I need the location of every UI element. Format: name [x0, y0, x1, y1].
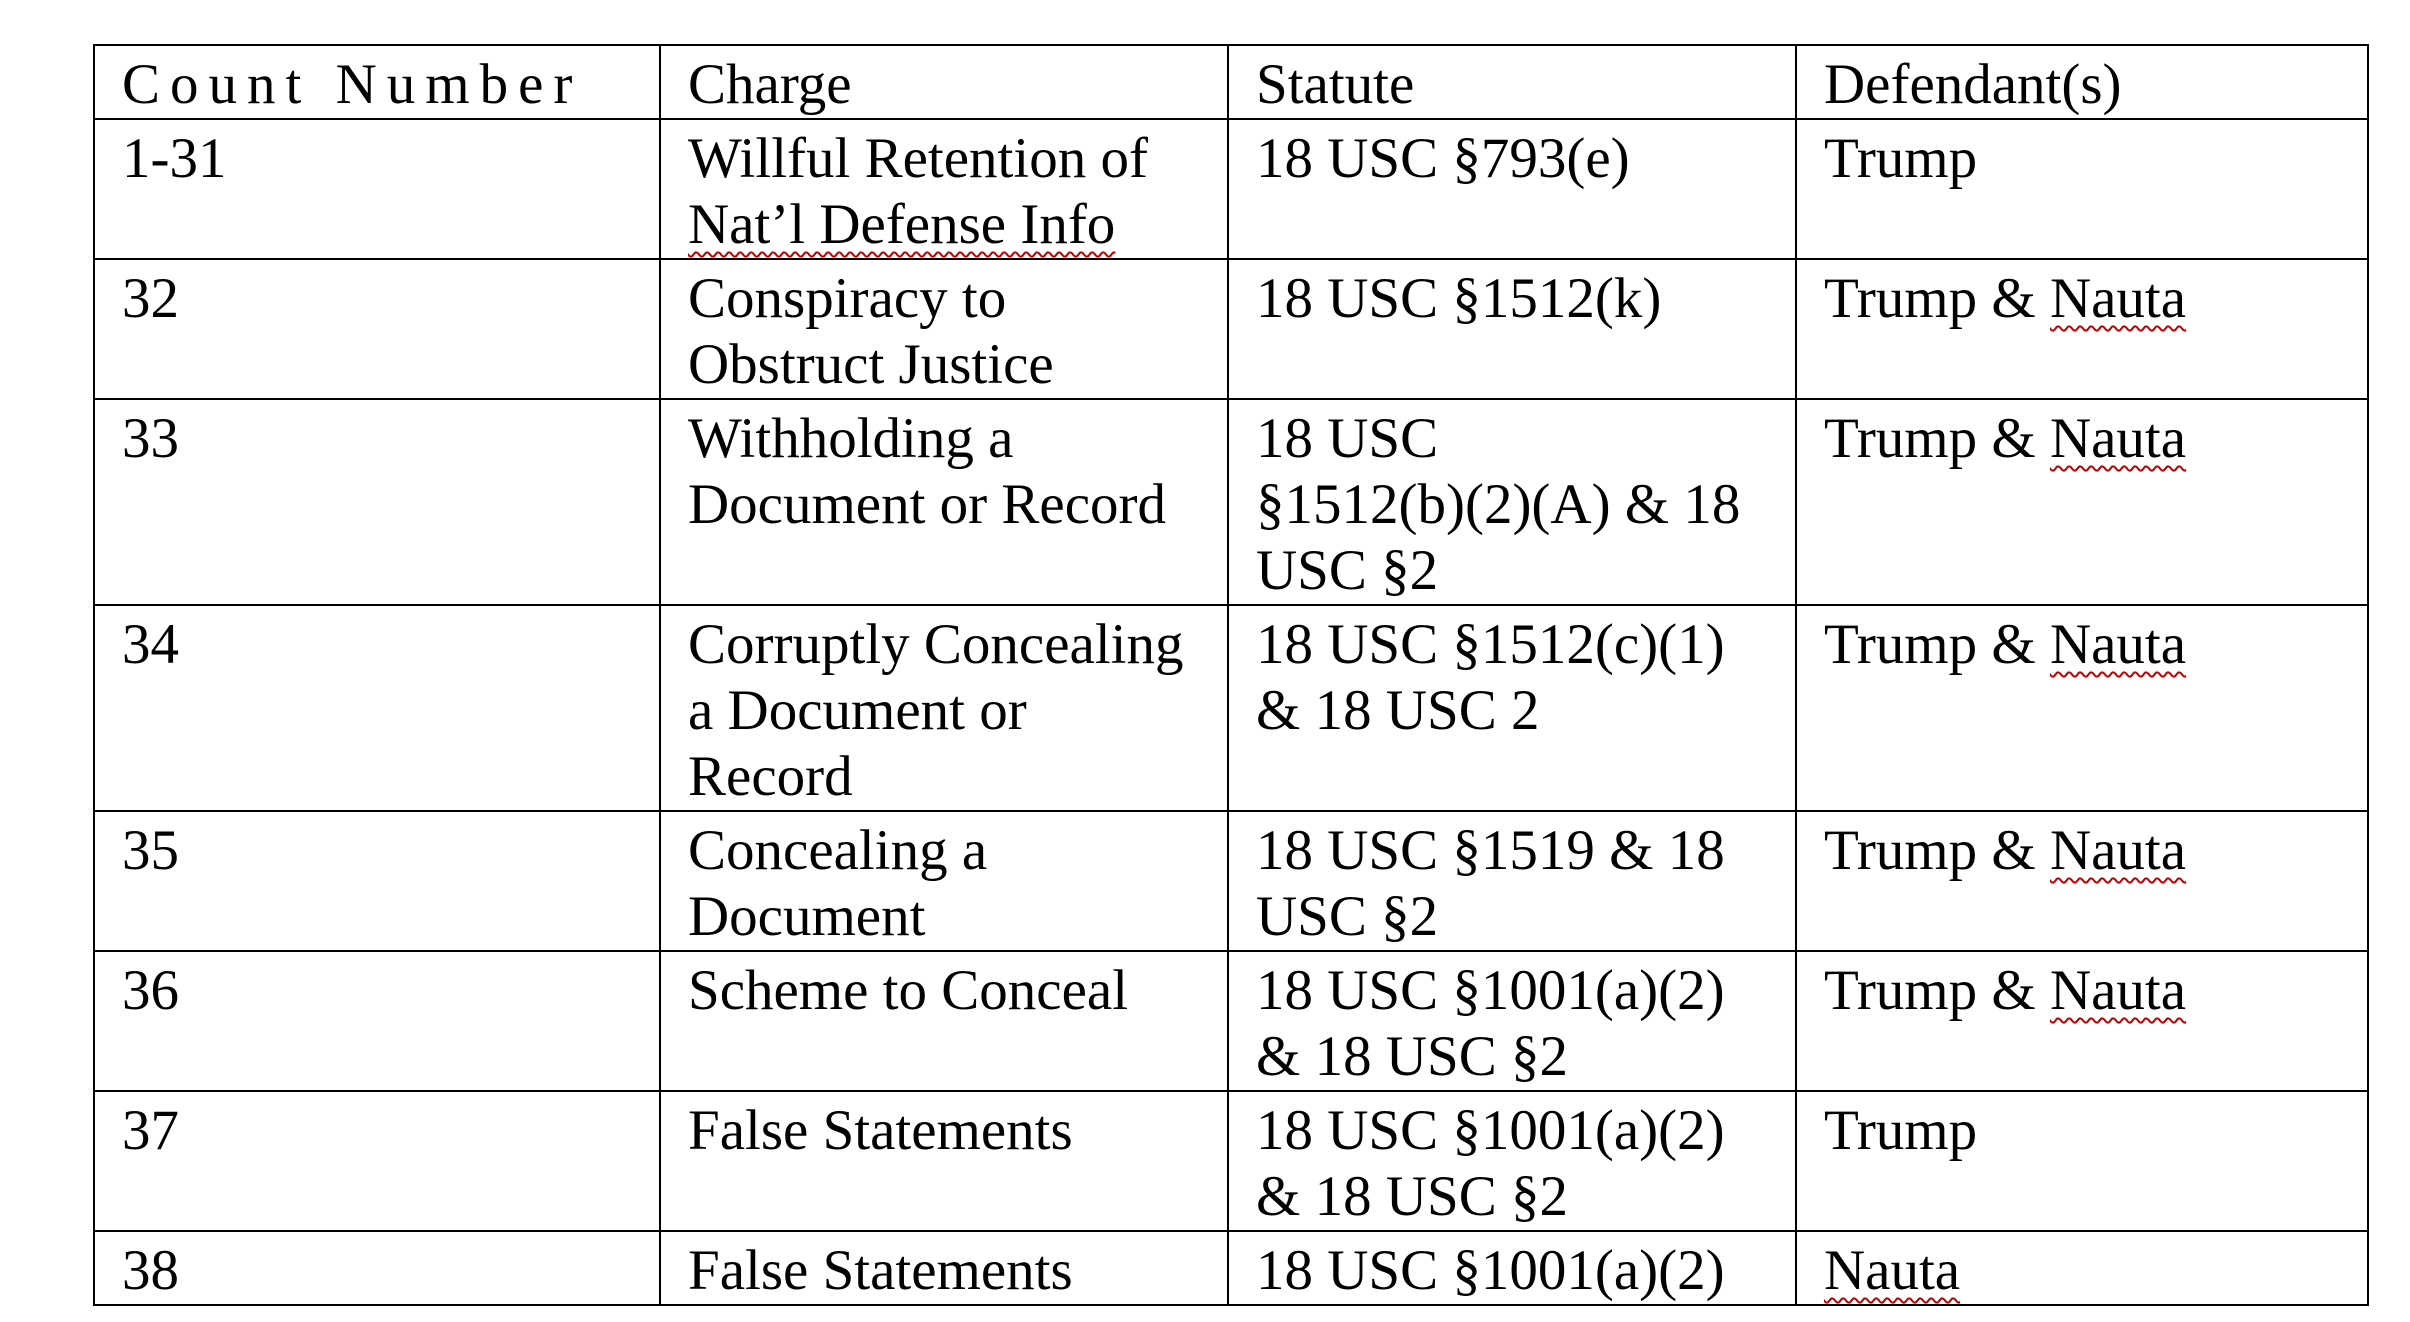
defendants: Trump & Nauta [1824, 819, 2187, 882]
spellcheck-flag[interactable]: Nauta [2049, 267, 2187, 330]
statute-cell [1228, 259, 1796, 399]
header-row [94, 45, 2368, 119]
charge-cell [660, 1231, 1228, 1305]
defendants-cell [1796, 1231, 2368, 1305]
charge-cell [660, 259, 1228, 399]
table-row [94, 259, 2368, 399]
header-charge: Charge [660, 45, 1228, 119]
statute-line: 18 USC §1519 & 18 [1256, 819, 1725, 882]
charge-line: a Document or [688, 679, 1027, 742]
defendants [1824, 1238, 2367, 1304]
count-number-cell [94, 951, 660, 1091]
charge-cell [660, 1091, 1228, 1231]
table-row [94, 119, 2368, 259]
statute-line: USC §2 [1256, 539, 1439, 602]
spellcheck-flag[interactable]: Nauta [1824, 1239, 1961, 1302]
header-statute: Statute [1228, 45, 1796, 119]
count-number-cell [94, 259, 660, 399]
charge-line [688, 192, 1227, 258]
charge-line: Withholding a [688, 407, 1014, 470]
statute-cell [1228, 605, 1796, 811]
charge-line: Corruptly Concealing [688, 613, 1184, 676]
defendants: Trump & Nauta [1824, 267, 2187, 330]
count-number: 33 [122, 407, 179, 470]
spellcheck-flag[interactable]: Nat’l Defense Info [688, 193, 1116, 256]
count-number-cell [94, 1091, 660, 1231]
charge-cell [660, 119, 1228, 259]
defendants-cell [1796, 399, 2368, 605]
spellcheck-flag[interactable]: Nauta [2049, 819, 2187, 882]
statute-line: & 18 USC §2 [1256, 1165, 1568, 1228]
charge-cell [660, 605, 1228, 811]
statute-cell [1228, 951, 1796, 1091]
statute-line: 18 USC §1512(k) [1256, 267, 1662, 330]
charge-cell [660, 951, 1228, 1091]
statute-cell [1228, 1091, 1796, 1231]
statute-line: & 18 USC §2 [1256, 1025, 1568, 1088]
statute-cell [1228, 811, 1796, 951]
statute-line: 18 USC [1256, 407, 1439, 470]
defendants: Trump & Nauta [1824, 407, 2187, 470]
statute-line: 18 USC §1512(c)(1) [1256, 613, 1725, 676]
count-number: 36 [122, 959, 179, 1022]
defendants: Trump [1824, 127, 1978, 190]
table-row [94, 1091, 2368, 1231]
spellcheck-flag[interactable]: Nauta [2049, 959, 2187, 1022]
statute-line: 18 USC §1001(a)(2) [1256, 959, 1725, 1022]
header-count-number: Count Number [94, 45, 660, 119]
count-number: 34 [122, 613, 179, 676]
charge-line: Willful Retention of [688, 127, 1148, 190]
statute-cell [1228, 1231, 1796, 1305]
statute-cell [1228, 399, 1796, 605]
statute-line: 18 USC §1001(a)(2) [1256, 1239, 1725, 1302]
defendants: Trump & Nauta [1824, 959, 2187, 1022]
defendants: Trump & Nauta [1824, 613, 2187, 676]
defendants-cell [1796, 951, 2368, 1091]
count-number: 32 [122, 267, 179, 330]
defendants-cell [1796, 1091, 2368, 1231]
table-row [94, 1231, 2368, 1305]
defendants-cell [1796, 605, 2368, 811]
charge-line: Scheme to Conceal [688, 959, 1129, 1022]
statute-line: §1512(b)(2)(A) & 18 [1256, 473, 1741, 536]
charge-cell [660, 811, 1228, 951]
table-row [94, 605, 2368, 811]
count-number: 35 [122, 819, 179, 882]
count-number-cell [94, 1231, 660, 1305]
charge-line: False Statements [688, 1239, 1073, 1302]
statute-line: 18 USC §1001(a)(2) [1256, 1099, 1725, 1162]
defendants-cell [1796, 811, 2368, 951]
statute-line: 18 USC §793(e) [1256, 127, 1630, 190]
defendants-cell [1796, 259, 2368, 399]
defendants-cell [1796, 119, 2368, 259]
charge-line: Concealing a [688, 819, 988, 882]
count-number: 1-31 [122, 127, 227, 190]
charge-line: Conspiracy to [688, 267, 1007, 330]
table-row [94, 951, 2368, 1091]
count-number: 37 [122, 1099, 179, 1162]
count-number-cell [94, 605, 660, 811]
charge-line: Document [688, 885, 926, 948]
table-row [94, 399, 2368, 605]
statute-cell [1228, 119, 1796, 259]
charges-table [93, 44, 2369, 1306]
charge-line: Document or Record [688, 473, 1167, 536]
spellcheck-flag[interactable]: Nauta [2049, 407, 2187, 470]
count-number-cell [94, 119, 660, 259]
count-number-cell [94, 811, 660, 951]
count-number-cell [94, 399, 660, 605]
charge-line: Obstruct Justice [688, 333, 1054, 396]
charge-line: Record [688, 745, 853, 808]
defendants: Trump [1824, 1099, 1978, 1162]
charge-cell [660, 399, 1228, 605]
charge-line: False Statements [688, 1099, 1073, 1162]
header-defendants: Defendant(s) [1796, 45, 2368, 119]
statute-line: & 18 USC 2 [1256, 679, 1540, 742]
table-row [94, 811, 2368, 951]
statute-line: USC §2 [1256, 885, 1439, 948]
count-number: 38 [122, 1239, 179, 1302]
spellcheck-flag[interactable]: Nauta [2049, 613, 2187, 676]
